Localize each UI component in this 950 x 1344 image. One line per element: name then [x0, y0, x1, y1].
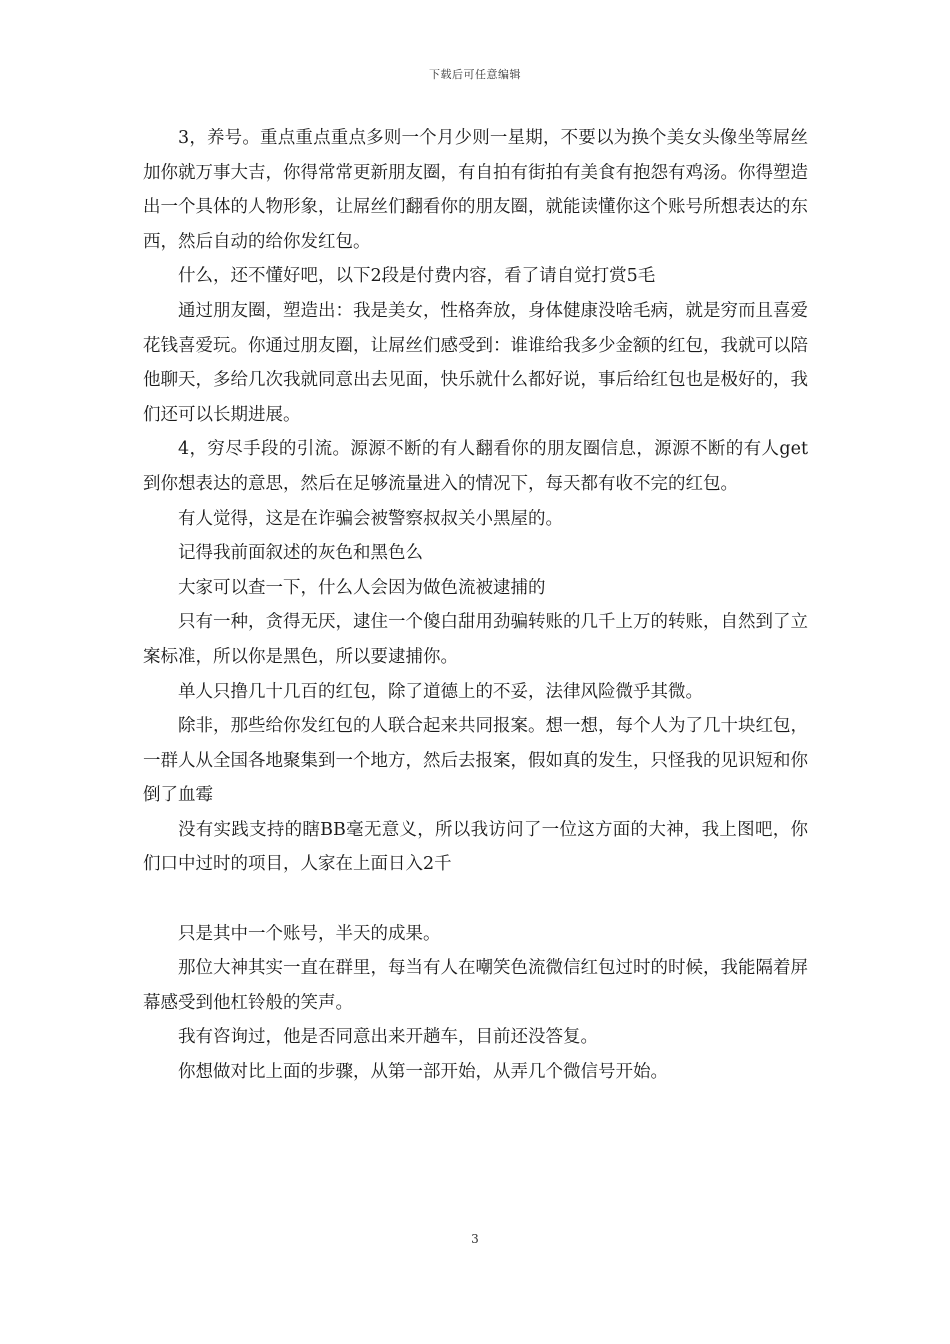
paragraph: 那位大神其实一直在群里，每当有人在嘲笑色流微信红包过时的时候，我能隔着屏幕感受到他杠铃般的笑声。 — [143, 958, 808, 1013]
document-body — [143, 121, 808, 1090]
paragraph: 我有咨询过，他是否同意出来开趟车，目前还没答复。 — [178, 1027, 598, 1048]
blank-line — [143, 882, 808, 917]
paragraph: 3，养号。重点重点重点多则一个月少则一星期，不要以为换个美女头像坐等屌丝加你就万事大吉，你得常常更新朋友圈，有自拍有街拍有美食有抱怨有鸡汤。你得塑造出一个具体的人物形象，让屌丝们翻看你的朋友圈，就能读懂你这个账号所想表达的东西，然后自动的给你发红包。 — [143, 128, 808, 252]
paragraph: 只有一种，贪得无厌，逮住一个傻白甜用劲骗转账的几千上万的转账，自然到了立案标准，所以你是黑色，所以要逮捕你。 — [143, 612, 808, 667]
paragraph: 你想做对比上面的步骤，从第一部开始，从弄几个微信号开始。 — [178, 1062, 668, 1083]
paragraph: 有人觉得，这是在诈骗会被警察叔叔关小黑屋的。 — [178, 508, 563, 529]
paragraph: 大家可以查一下，什么人会因为做色流被逮捕的 — [178, 577, 546, 598]
paragraph: 没有实践支持的瞎BB毫无意义，所以我访问了一位这方面的大神，我上图吧，你们口中过时的项目，人家在上面日入2千 — [143, 819, 808, 875]
page-header: 下载后可任意编辑 — [429, 68, 521, 81]
paragraph: 通过朋友圈，塑造出：我是美女，性格奔放，身体健康没啥毛病，就是穷而且喜爱花钱喜爱玩。你通过朋友圈，让屌丝们感受到：谁谁给我多少金额的红包，我就可以陪他聊天，多给几次我就同意出去见面，快乐就什么都好说，事后给红包也是极好的，我们还可以长期进展。 — [143, 300, 808, 425]
paragraph: 单人只撸几十几百的红包，除了道德上的不妥，法律风险微乎其微。 — [178, 681, 703, 702]
page-number: 3 — [471, 1232, 479, 1246]
paragraph: 4，穷尽手段的引流。源源不断的有人翻看你的朋友圈信息，源源不断的有人get到你想表达的意思，然后在足够流量进入的情况下，每天都有收不完的红包。 — [143, 439, 808, 494]
paragraph: 除非，那些给你发红包的人联合起来共同报案。想一想，每个人为了几十块红包，一群人从全国各地聚集到一个地方，然后去报案，假如真的发生，只怪我的见识短和你倒了血霉 — [143, 716, 808, 806]
paragraph: 记得我前面叙述的灰色和黑色么 — [178, 543, 423, 564]
paragraph: 什么，还不懂好吧，以下2段是付费内容，看了请自觉打赏5毛 — [178, 266, 656, 287]
paragraph: 只是其中一个账号，半天的成果。 — [178, 923, 441, 944]
